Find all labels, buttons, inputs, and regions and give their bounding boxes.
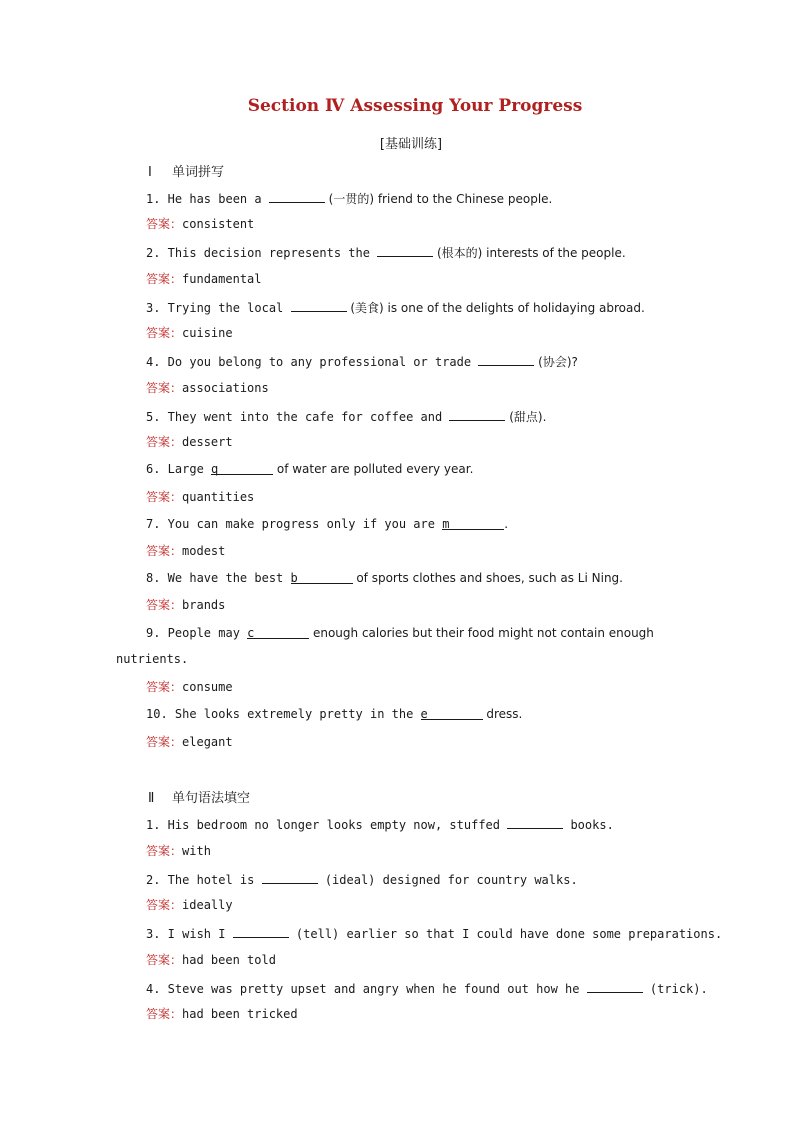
answer-label: 答案： — [146, 217, 183, 231]
answer-label: 答案： — [146, 735, 183, 749]
answer-blank — [233, 924, 289, 938]
question-2-2: 2. The hotel is (ideal) designed for country walks. — [146, 870, 578, 888]
answer-label: 答案： — [146, 272, 183, 286]
answer-blank — [262, 870, 318, 884]
question-1-2: 2. This decision represents the (根本的) interests of the people. — [146, 243, 626, 261]
section-2-numeral: Ⅱ — [148, 791, 155, 806]
answer-1-3: 答案：cuisine — [146, 326, 233, 340]
answer-blank — [449, 407, 505, 421]
question-2-3: 3. I wish I (tell) earlier so that I could have done some preparations. — [146, 924, 722, 942]
answer-1-4: 答案：associations — [146, 381, 269, 395]
answer-1-8: 答案：brands — [146, 598, 226, 612]
question-1-9-continuation: nutrients. — [116, 652, 189, 666]
question-1-7: 7. You can make progress only if you are m . — [146, 517, 509, 531]
answer-1-5: 答案：dessert — [146, 435, 233, 449]
answer-label: 答案： — [146, 844, 183, 858]
answer-label: 答案： — [146, 381, 183, 395]
answer-blank: b — [291, 570, 353, 584]
answer-blank — [478, 352, 534, 366]
section-2-heading — [148, 787, 250, 806]
answer-label: 答案： — [146, 898, 183, 912]
question-1-4: 4. Do you belong to any professional or trade (协会)? — [146, 352, 578, 370]
answer-blank: m — [442, 516, 504, 530]
answer-label: 答案： — [146, 490, 183, 504]
question-2-4: 4. Steve was pretty upset and angry when he found out how he (trick). — [146, 979, 708, 997]
answer-1-6: 答案：quantities — [146, 490, 255, 504]
answer-blank: q — [211, 461, 273, 475]
question-1-3: 3. Trying the local (美食) is one of the delights of holidaying abroad. — [146, 298, 645, 316]
answer-label: 答案： — [146, 544, 183, 558]
answer-label: 答案： — [146, 953, 183, 967]
question-2-1: 1. His bedroom no longer looks empty now, stuffed books. — [146, 815, 614, 833]
question-1-8: 8. We have the best b of sports clothes and shoes, such as Li Ning. — [146, 571, 623, 585]
answer-blank: c — [247, 625, 309, 639]
page-subtitle: [基础训练] — [379, 137, 443, 152]
question-1-5: 5. They went into the cafe for coffee and (甜点). — [146, 407, 546, 425]
answer-1-10: 答案：elegant — [146, 735, 233, 749]
section-1-numeral: Ⅰ — [148, 165, 152, 180]
question-1-10: 10. She looks extremely pretty in the e dress. — [146, 707, 523, 721]
answer-label: 答案： — [146, 435, 183, 449]
answer-2-2: 答案：ideally — [146, 898, 233, 912]
answer-blank — [269, 189, 325, 203]
question-1-9: 9. People may c enough calories but their food might not contain enough nutrients. — [116, 626, 654, 666]
answer-blank — [291, 298, 347, 312]
answer-label: 答案： — [146, 680, 183, 694]
answer-2-4: 答案：had been tricked — [146, 1007, 298, 1021]
page-title: Section Ⅳ Assessing Your Progress — [247, 96, 583, 116]
answer-1-9: 答案：consume — [146, 680, 233, 694]
section-1-title: 单词拼写 — [172, 165, 225, 180]
answer-1-1: 答案：consistent — [146, 217, 255, 231]
answer-blank — [507, 815, 563, 829]
answer-label: 答案： — [146, 326, 183, 340]
question-1-6: 6. Large q of water are polluted every year. — [146, 462, 474, 476]
answer-1-7: 答案：modest — [146, 544, 226, 558]
answer-label: 答案： — [146, 1007, 183, 1021]
answer-blank — [377, 243, 433, 257]
answer-blank — [587, 979, 643, 993]
answer-label: 答案： — [146, 598, 183, 612]
answer-2-3: 答案：had been told — [146, 953, 276, 967]
question-1-1: 1. He has been a (一贯的) friend to the Chinese people. — [146, 189, 552, 207]
section-2-title: 单句语法填空 — [172, 791, 251, 806]
answer-blank: e — [421, 706, 483, 720]
section-1-heading — [148, 161, 224, 180]
answer-1-2: 答案：fundamental — [146, 272, 262, 286]
answer-2-1: 答案：with — [146, 844, 211, 858]
